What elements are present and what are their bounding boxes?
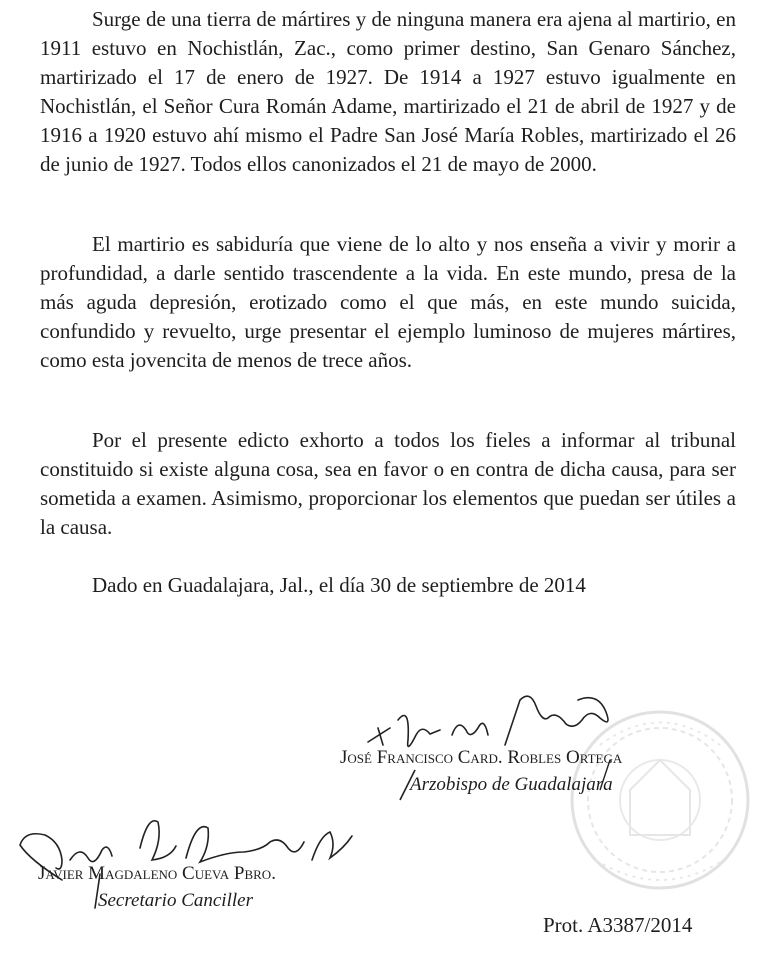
dated-line: Dado en Guadalajara, Jal., el día 30 de septiembre de 2014 [92,573,586,597]
official-seal-stamp [572,712,748,888]
archbishop-title: Arzobispo de Guadalajara [410,774,613,795]
protocol-number: Prot. A3387/2014 [543,913,693,937]
chancellor-name: Javier Magdaleno Cueva Pbro. [38,863,276,884]
paragraph-martyr-history: Surge de una tierra de mártires y de ninguna manera era ajena al martirio, en 1911 estuvo en Nochistlán, Zac., como primer destino, San Genaro Sánchez, martirizado el 17 de enero de 1927. De 1914 a 1927 estuvo igualmente en Nochistlán, el Señor Cura Román Adame, martirizado el 21 de abril de 1927 y de 1916 a 1920 estuvo ahí mismo el Padre San José María Robles, martirizado el 26 de junio de 1927. Todos ellos canonizados el 21 de mayo de 2000. [40,7,736,176]
paragraph-edict-exhortation: Por el presente edicto exhorto a todos los fieles a informar al tribunal constituido si existe alguna cosa, sea en favor o en contra de dicha causa, para ser sometida a examen. Asimismo, proporcionar los elementos que puedan ser útiles a la causa. [40,428,736,539]
chancellor-title: Secretario Canciller [98,890,253,911]
archbishop-handwritten-signature [368,696,608,746]
archbishop-name: José Francisco Card. Robles Ortega [340,747,623,768]
paragraph-martyrdom-wisdom: El martirio es sabiduría que viene de lo alto y nos enseña a vivir y morir a profundidad, a darle sentido trascendente a la vida. En este mundo, presa de la más aguda depresión, erotizado como el que más, en este mundo suicida, confundido y revuelto, urge presentar el ejemplo luminoso de mujeres mártires, como esta jovencita de menos de trece años. [40,232,736,372]
